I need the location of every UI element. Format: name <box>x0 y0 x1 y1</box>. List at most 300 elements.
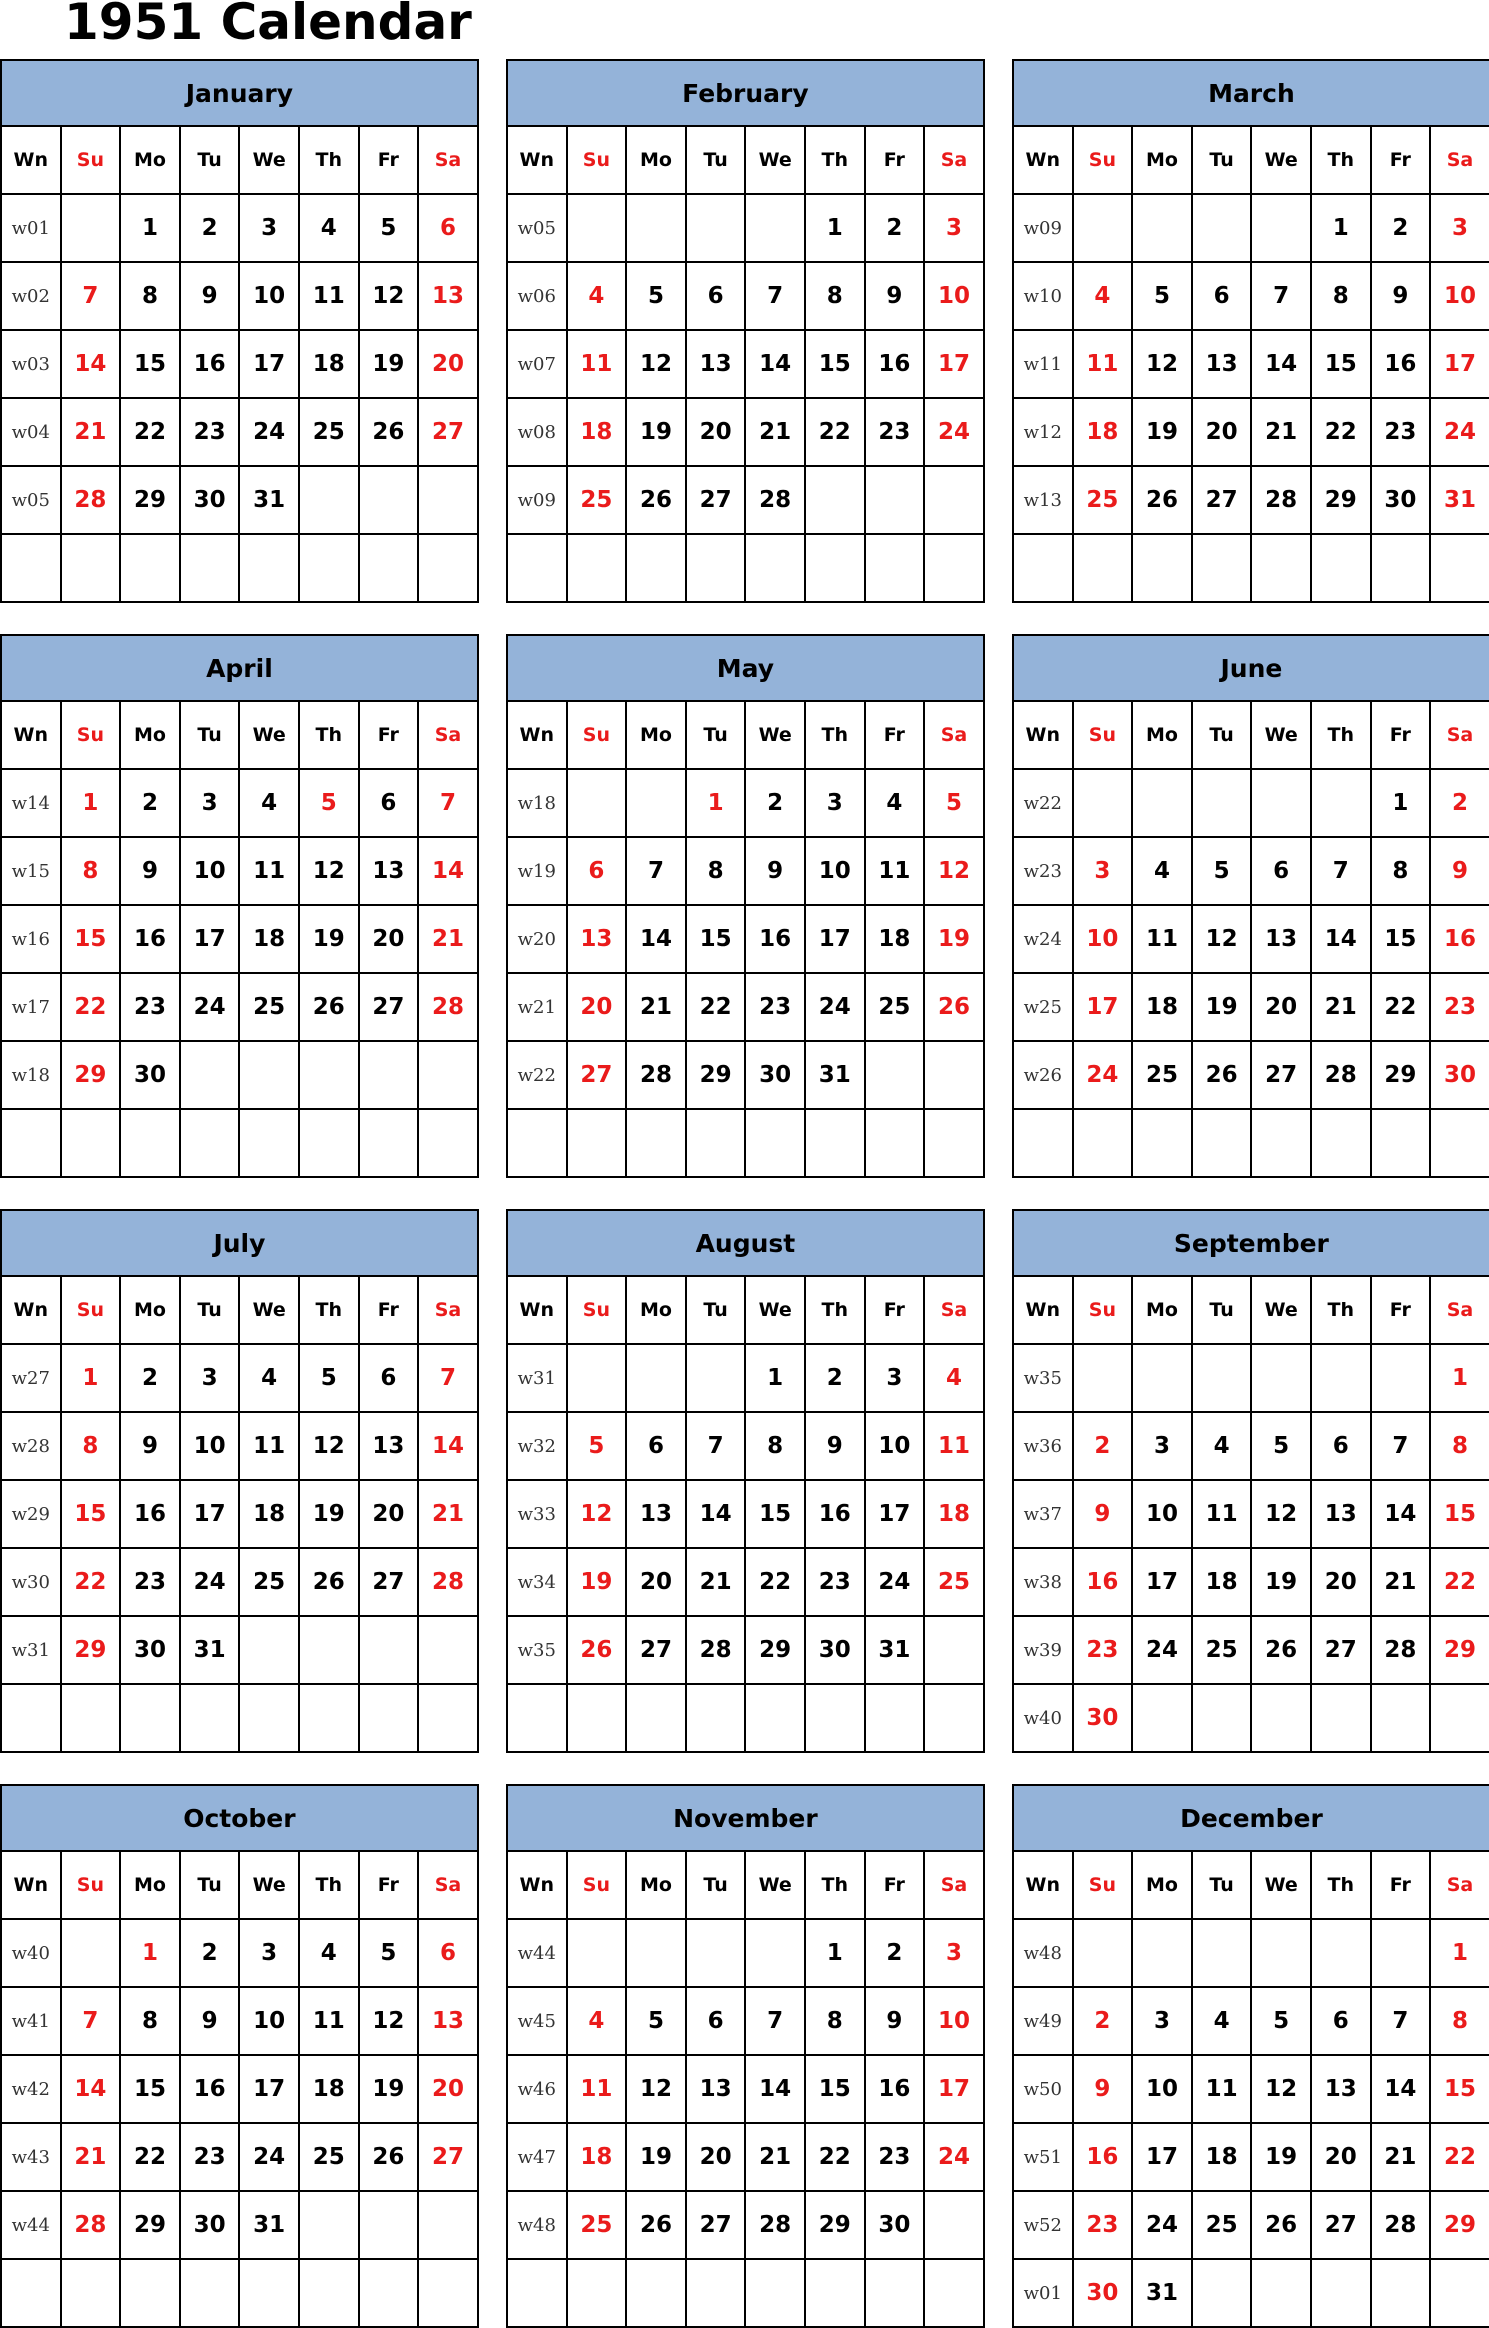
day-cell <box>239 1041 299 1109</box>
day-cell <box>805 534 865 602</box>
week-number: w25 <box>1013 973 1073 1041</box>
day-cell: 6 <box>418 194 478 262</box>
week-number: w17 <box>1 973 61 1041</box>
day-cell: 9 <box>805 1412 865 1480</box>
day-cell: 3 <box>865 1344 925 1412</box>
day-cell: 23 <box>1073 2191 1133 2259</box>
week-row <box>507 837 984 905</box>
weekday-header: Su <box>61 1851 121 1919</box>
weekday-header: Wn <box>507 1851 567 1919</box>
day-cell <box>745 1684 805 1752</box>
day-cell: 25 <box>865 973 925 1041</box>
day-cell: 10 <box>805 837 865 905</box>
day-cell: 4 <box>1192 1412 1252 1480</box>
week-row <box>1 973 478 1041</box>
day-cell: 21 <box>1371 1548 1431 1616</box>
day-cell: 6 <box>418 1919 478 1987</box>
day-cell: 19 <box>626 398 686 466</box>
month-name: November <box>507 1785 984 1851</box>
week-number: w42 <box>1 2055 61 2123</box>
week-number: w16 <box>1 905 61 973</box>
day-cell: 17 <box>805 905 865 973</box>
day-cell: 20 <box>1192 398 1252 466</box>
day-cell: 24 <box>180 1548 240 1616</box>
day-cell: 10 <box>865 1412 925 1480</box>
day-cell: 2 <box>120 1344 180 1412</box>
day-cell <box>1192 1344 1252 1412</box>
day-cell: 3 <box>924 1919 984 1987</box>
day-cell: 26 <box>359 398 419 466</box>
day-cell: 11 <box>299 1987 359 2055</box>
day-cell: 10 <box>924 262 984 330</box>
week-row <box>1 1919 478 1987</box>
week-number: w09 <box>1013 194 1073 262</box>
weekday-header-row <box>507 126 984 194</box>
day-cell: 25 <box>1132 1041 1192 1109</box>
week-number: w07 <box>507 330 567 398</box>
week-row <box>1013 2191 1489 2259</box>
day-cell <box>924 1041 984 1109</box>
day-cell: 6 <box>1192 262 1252 330</box>
week-number <box>1013 1109 1073 1177</box>
week-row <box>1013 1684 1489 1752</box>
day-cell <box>1132 534 1192 602</box>
day-cell: 6 <box>686 1987 746 2055</box>
day-cell: 24 <box>924 398 984 466</box>
week-number <box>1 534 61 602</box>
day-cell: 5 <box>626 262 686 330</box>
week-row <box>507 2055 984 2123</box>
weekday-header: Mo <box>626 1851 686 1919</box>
day-cell: 23 <box>865 2123 925 2191</box>
weekday-header: We <box>1251 126 1311 194</box>
weekday-header: We <box>239 1851 299 1919</box>
day-cell: 20 <box>359 1480 419 1548</box>
day-cell <box>865 534 925 602</box>
week-number: w37 <box>1013 1480 1073 1548</box>
weekday-header: We <box>745 1276 805 1344</box>
day-cell: 21 <box>418 1480 478 1548</box>
day-cell <box>924 2191 984 2259</box>
day-cell <box>805 1684 865 1752</box>
day-cell: 11 <box>567 2055 627 2123</box>
day-cell <box>299 1041 359 1109</box>
day-cell <box>686 2259 746 2327</box>
day-cell: 9 <box>1371 262 1431 330</box>
week-number: w31 <box>507 1344 567 1412</box>
week-number <box>507 1684 567 1752</box>
week-row <box>507 330 984 398</box>
day-cell: 24 <box>1132 2191 1192 2259</box>
day-cell <box>1073 194 1133 262</box>
week-number: w50 <box>1013 2055 1073 2123</box>
day-cell: 19 <box>567 1548 627 1616</box>
month-name: January <box>1 60 478 126</box>
day-cell <box>359 1109 419 1177</box>
day-cell: 14 <box>626 905 686 973</box>
day-cell <box>1132 194 1192 262</box>
day-cell: 28 <box>745 466 805 534</box>
day-cell <box>1371 1919 1431 1987</box>
day-cell <box>1073 769 1133 837</box>
day-cell <box>120 1109 180 1177</box>
month-october <box>0 1784 479 2328</box>
week-row <box>1013 1480 1489 1548</box>
week-row <box>1013 1987 1489 2055</box>
day-cell: 15 <box>805 2055 865 2123</box>
day-cell <box>299 2191 359 2259</box>
month-june <box>1012 634 1489 1178</box>
day-cell: 31 <box>180 1616 240 1684</box>
day-cell: 23 <box>180 2123 240 2191</box>
week-number: w44 <box>507 1919 567 1987</box>
day-cell: 12 <box>299 837 359 905</box>
day-cell <box>120 2259 180 2327</box>
day-cell <box>567 534 627 602</box>
day-cell: 30 <box>180 2191 240 2259</box>
day-cell: 5 <box>1132 262 1192 330</box>
weekday-header: Su <box>61 126 121 194</box>
day-cell <box>567 769 627 837</box>
weekday-header: Su <box>567 126 627 194</box>
month-march <box>1012 59 1489 603</box>
weekday-header: Tu <box>686 126 746 194</box>
weekday-header: We <box>239 126 299 194</box>
weekday-header: Th <box>1311 126 1371 194</box>
day-cell <box>359 1041 419 1109</box>
day-cell: 24 <box>180 973 240 1041</box>
day-cell: 28 <box>1371 2191 1431 2259</box>
day-cell: 3 <box>239 1919 299 1987</box>
week-number: w11 <box>1013 330 1073 398</box>
day-cell: 8 <box>1371 837 1431 905</box>
week-number: w20 <box>507 905 567 973</box>
day-cell: 14 <box>1311 905 1371 973</box>
weekday-header: Fr <box>865 1851 925 1919</box>
week-number: w41 <box>1 1987 61 2055</box>
weekday-header: Wn <box>1 1851 61 1919</box>
day-cell: 18 <box>865 905 925 973</box>
weekday-header: Tu <box>1192 701 1252 769</box>
month-name: December <box>1013 1785 1489 1851</box>
weekday-header: Sa <box>1430 126 1489 194</box>
day-cell: 14 <box>1371 1480 1431 1548</box>
day-cell: 9 <box>865 1987 925 2055</box>
day-cell <box>1192 1109 1252 1177</box>
day-cell <box>1251 1919 1311 1987</box>
day-cell <box>1132 1684 1192 1752</box>
day-cell: 14 <box>418 1412 478 1480</box>
week-row <box>1013 398 1489 466</box>
day-cell <box>1251 1684 1311 1752</box>
day-cell: 12 <box>567 1480 627 1548</box>
day-cell: 20 <box>418 330 478 398</box>
day-cell <box>418 1684 478 1752</box>
day-cell <box>299 466 359 534</box>
weekday-header: We <box>239 701 299 769</box>
day-cell: 22 <box>61 973 121 1041</box>
day-cell: 10 <box>1073 905 1133 973</box>
day-cell <box>299 1109 359 1177</box>
week-number: w40 <box>1 1919 61 1987</box>
day-cell <box>299 1684 359 1752</box>
day-cell <box>686 1109 746 1177</box>
day-cell: 28 <box>686 1616 746 1684</box>
day-cell: 2 <box>865 1919 925 1987</box>
weekday-header: We <box>1251 701 1311 769</box>
day-cell: 2 <box>865 194 925 262</box>
week-number: w24 <box>1013 905 1073 973</box>
day-cell: 4 <box>299 1919 359 1987</box>
day-cell: 12 <box>1251 1480 1311 1548</box>
day-cell: 23 <box>745 973 805 1041</box>
day-cell <box>1311 1344 1371 1412</box>
week-number: w32 <box>507 1412 567 1480</box>
weekday-header: Wn <box>507 126 567 194</box>
day-cell: 30 <box>1073 1684 1133 1752</box>
week-number: w05 <box>507 194 567 262</box>
day-cell: 11 <box>299 262 359 330</box>
day-cell: 8 <box>1430 1987 1489 2055</box>
day-cell: 27 <box>626 1616 686 1684</box>
weekday-header: Su <box>567 701 627 769</box>
weekday-header: Fr <box>865 701 925 769</box>
day-cell: 1 <box>805 194 865 262</box>
day-cell: 15 <box>1311 330 1371 398</box>
day-cell: 18 <box>1192 2123 1252 2191</box>
week-number: w49 <box>1013 1987 1073 2055</box>
day-cell: 7 <box>745 1987 805 2055</box>
weekday-header: Th <box>805 1276 865 1344</box>
page-title: 1951 Calendar <box>64 0 472 51</box>
day-cell <box>1371 534 1431 602</box>
day-cell <box>626 194 686 262</box>
day-cell: 14 <box>61 2055 121 2123</box>
day-cell: 20 <box>1311 1548 1371 1616</box>
week-number: w43 <box>1 2123 61 2191</box>
weekday-header-row <box>1 126 478 194</box>
day-cell <box>745 2259 805 2327</box>
day-cell: 21 <box>626 973 686 1041</box>
day-cell: 22 <box>805 398 865 466</box>
weekday-header: We <box>239 1276 299 1344</box>
day-cell <box>924 466 984 534</box>
day-cell <box>1311 1919 1371 1987</box>
day-cell: 13 <box>567 905 627 973</box>
day-cell: 18 <box>239 905 299 973</box>
day-cell: 4 <box>567 262 627 330</box>
day-cell: 18 <box>299 2055 359 2123</box>
day-cell: 7 <box>61 262 121 330</box>
day-cell: 20 <box>418 2055 478 2123</box>
week-row <box>1013 2055 1489 2123</box>
weekday-header: Mo <box>626 126 686 194</box>
day-cell: 6 <box>359 769 419 837</box>
weekday-header: Su <box>1073 126 1133 194</box>
day-cell: 27 <box>1311 1616 1371 1684</box>
day-cell: 28 <box>61 2191 121 2259</box>
day-cell: 30 <box>180 466 240 534</box>
month-name: September <box>1013 1210 1489 1276</box>
week-number: w01 <box>1013 2259 1073 2327</box>
day-cell: 19 <box>626 2123 686 2191</box>
day-cell <box>924 534 984 602</box>
week-number: w19 <box>507 837 567 905</box>
day-cell: 29 <box>1430 1616 1489 1684</box>
day-cell: 14 <box>686 1480 746 1548</box>
day-cell: 17 <box>1132 1548 1192 1616</box>
day-cell: 2 <box>805 1344 865 1412</box>
day-cell <box>1251 534 1311 602</box>
day-cell: 21 <box>61 398 121 466</box>
day-cell: 22 <box>61 1548 121 1616</box>
weekday-header: Fr <box>865 1276 925 1344</box>
day-cell <box>567 2259 627 2327</box>
day-cell: 16 <box>1073 2123 1133 2191</box>
day-cell <box>299 534 359 602</box>
day-cell: 16 <box>745 905 805 973</box>
day-cell: 4 <box>1132 837 1192 905</box>
weekday-header: Fr <box>1371 1851 1431 1919</box>
weekday-header-row <box>1 701 478 769</box>
day-cell: 7 <box>686 1412 746 1480</box>
day-cell: 8 <box>61 837 121 905</box>
day-cell: 5 <box>626 1987 686 2055</box>
day-cell: 9 <box>865 262 925 330</box>
day-cell <box>120 534 180 602</box>
week-row <box>507 194 984 262</box>
day-cell: 5 <box>1251 1412 1311 1480</box>
day-cell <box>745 1109 805 1177</box>
day-cell <box>239 1109 299 1177</box>
day-cell: 6 <box>359 1344 419 1412</box>
day-cell: 16 <box>1073 1548 1133 1616</box>
weekday-header: Mo <box>120 701 180 769</box>
day-cell: 10 <box>1430 262 1489 330</box>
week-number: w08 <box>507 398 567 466</box>
day-cell: 12 <box>1251 2055 1311 2123</box>
day-cell: 16 <box>180 2055 240 2123</box>
day-cell: 26 <box>626 466 686 534</box>
week-row <box>1 2123 478 2191</box>
day-cell: 8 <box>805 1987 865 2055</box>
week-row <box>507 1344 984 1412</box>
week-row <box>507 905 984 973</box>
day-cell: 20 <box>359 905 419 973</box>
day-cell: 12 <box>299 1412 359 1480</box>
weekday-header: Mo <box>626 1276 686 1344</box>
day-cell: 4 <box>1192 1987 1252 2055</box>
day-cell: 11 <box>1192 2055 1252 2123</box>
day-cell: 19 <box>1251 1548 1311 1616</box>
week-number: w05 <box>1 466 61 534</box>
day-cell: 31 <box>865 1616 925 1684</box>
weekday-header: Sa <box>924 1276 984 1344</box>
day-cell: 19 <box>924 905 984 973</box>
day-cell <box>61 534 121 602</box>
day-cell: 31 <box>1430 466 1489 534</box>
day-cell: 13 <box>1192 330 1252 398</box>
week-number: w34 <box>507 1548 567 1616</box>
week-number: w26 <box>1013 1041 1073 1109</box>
week-number: w23 <box>1013 837 1073 905</box>
day-cell: 10 <box>239 1987 299 2055</box>
week-row <box>1 1344 478 1412</box>
month-february <box>506 59 985 603</box>
weekday-header: Su <box>61 1276 121 1344</box>
day-cell: 15 <box>686 905 746 973</box>
day-cell: 24 <box>924 2123 984 2191</box>
day-cell <box>1430 1684 1489 1752</box>
weekday-header: Su <box>1073 1851 1133 1919</box>
month-name: July <box>1 1210 478 1276</box>
day-cell: 16 <box>865 2055 925 2123</box>
day-cell: 25 <box>567 466 627 534</box>
weekday-header: Wn <box>1 701 61 769</box>
week-number: w13 <box>1013 466 1073 534</box>
day-cell: 14 <box>1371 2055 1431 2123</box>
week-number: w14 <box>1 769 61 837</box>
month-november <box>506 1784 985 2328</box>
day-cell <box>686 534 746 602</box>
weekday-header: Wn <box>1013 126 1073 194</box>
week-number: w30 <box>1 1548 61 1616</box>
day-cell: 15 <box>1430 1480 1489 1548</box>
day-cell <box>924 2259 984 2327</box>
day-cell: 28 <box>418 973 478 1041</box>
day-cell <box>61 1684 121 1752</box>
day-cell: 3 <box>1430 194 1489 262</box>
day-cell: 12 <box>359 1987 419 2055</box>
day-cell: 7 <box>1311 837 1371 905</box>
day-cell: 2 <box>745 769 805 837</box>
day-cell: 27 <box>686 466 746 534</box>
weekday-header: Su <box>567 1276 627 1344</box>
weekday-header: Su <box>1073 1276 1133 1344</box>
day-cell <box>567 1344 627 1412</box>
day-cell: 5 <box>924 769 984 837</box>
weekday-header: Sa <box>1430 1851 1489 1919</box>
day-cell: 17 <box>239 2055 299 2123</box>
day-cell: 31 <box>1132 2259 1192 2327</box>
day-cell <box>418 1041 478 1109</box>
weekday-header-row <box>1 1276 478 1344</box>
weekday-header: Th <box>1311 1276 1371 1344</box>
day-cell: 9 <box>745 837 805 905</box>
weekday-header: Mo <box>1132 1276 1192 1344</box>
day-cell: 7 <box>418 1344 478 1412</box>
day-cell <box>1192 194 1252 262</box>
weekday-header: We <box>745 1851 805 1919</box>
week-row <box>1 769 478 837</box>
month-name: March <box>1013 60 1489 126</box>
day-cell: 27 <box>359 973 419 1041</box>
day-cell: 28 <box>1311 1041 1371 1109</box>
day-cell: 26 <box>1192 1041 1252 1109</box>
day-cell <box>418 2259 478 2327</box>
day-cell <box>61 1919 121 1987</box>
day-cell: 3 <box>1073 837 1133 905</box>
day-cell <box>924 1109 984 1177</box>
day-cell: 4 <box>239 1344 299 1412</box>
week-number: w03 <box>1 330 61 398</box>
day-cell: 26 <box>626 2191 686 2259</box>
week-number: w46 <box>507 2055 567 2123</box>
week-number: w36 <box>1013 1412 1073 1480</box>
day-cell <box>418 534 478 602</box>
day-cell: 28 <box>745 2191 805 2259</box>
week-row <box>1 2191 478 2259</box>
